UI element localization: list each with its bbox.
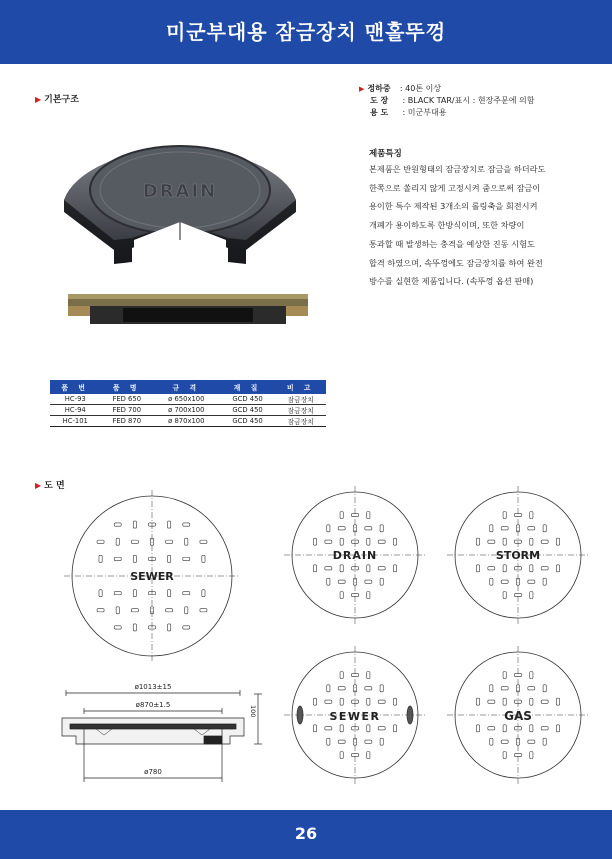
- spec-row: ▶ 정하중 : 40톤 이상: [359, 84, 442, 93]
- cover-slot: [503, 565, 506, 572]
- cover-slot: [327, 525, 330, 532]
- cover-slot: [556, 698, 559, 705]
- triangle-marker-icon: ▶: [35, 95, 42, 104]
- cover-slot: [530, 672, 533, 679]
- spec-row: 도 장 : BLACK TAR/표시 : 현장주문에 의함: [370, 96, 535, 105]
- cover-slot: [168, 521, 171, 528]
- cover-slot: [543, 578, 546, 585]
- cover-slot: [503, 725, 506, 732]
- table-cell: HC-93: [50, 394, 101, 405]
- cover-label: SEWER: [329, 710, 381, 723]
- cover-slot: [530, 512, 533, 519]
- page-footer: [0, 810, 612, 859]
- cover-slot: [488, 540, 495, 543]
- cover-slot: [393, 538, 396, 545]
- spec-label: 용 도: [370, 108, 389, 117]
- cover-slot: [378, 727, 385, 730]
- cover-slot: [340, 752, 343, 759]
- table-cell: FED 650: [101, 394, 153, 405]
- cover-slot: [200, 609, 207, 612]
- cover-slot: [114, 523, 121, 526]
- cover-slot: [133, 521, 136, 528]
- cover-slot: [528, 740, 535, 743]
- table-cell: HC-94: [50, 405, 101, 416]
- cover-slot: [503, 512, 506, 519]
- cover-slot: [325, 700, 332, 703]
- cover-slot: [367, 725, 370, 732]
- cover-slot: [380, 525, 383, 532]
- section-label: 기본구조: [44, 95, 79, 105]
- cover-slot: [488, 727, 495, 730]
- cover-slot: [340, 698, 343, 705]
- cover-slot: [393, 698, 396, 705]
- cover-slot: [541, 727, 548, 730]
- cover-slot: [490, 578, 493, 585]
- cover-slot: [200, 540, 207, 543]
- cover-slot: [476, 538, 479, 545]
- table-cell: 잠금장치: [275, 394, 326, 405]
- cover-slot: [202, 590, 205, 597]
- cover-slot: [313, 565, 316, 572]
- cover-slot: [340, 672, 343, 679]
- cover-slot: [338, 580, 345, 583]
- cover-slot: [380, 578, 383, 585]
- triangle-marker-icon: ▶: [359, 85, 365, 93]
- table-cell: HC-101: [50, 416, 101, 427]
- cover-slot: [327, 578, 330, 585]
- cover-slot: [543, 685, 546, 692]
- cover-slot: [503, 752, 506, 759]
- cover-gas: [447, 646, 589, 784]
- table-cell: 잠금장치: [275, 416, 326, 427]
- triangle-marker-icon: ▶: [35, 481, 42, 490]
- table-header-cell: 규 격: [153, 380, 220, 394]
- table-cell: ø 650x100: [153, 394, 220, 405]
- cover-slot: [168, 555, 171, 562]
- cover-slot: [530, 725, 533, 732]
- table-cell: GCD 450: [220, 416, 276, 427]
- cover-slot: [543, 738, 546, 745]
- cover-slot: [327, 738, 330, 745]
- features-line: 통과할 때 발생하는 충격을 예상한 진동 시험도: [369, 238, 535, 249]
- features-title: 제품특징: [369, 149, 402, 159]
- spec-value: BLACK TAR/표시 : 현장주문에 의함: [407, 96, 535, 105]
- cover-slot: [133, 624, 136, 631]
- cover-slot: [543, 525, 546, 532]
- cover-slot: [503, 698, 506, 705]
- cover-slot: [183, 523, 190, 526]
- cover-slot: [541, 700, 548, 703]
- cover-slot: [97, 609, 104, 612]
- cover-slot: [168, 590, 171, 597]
- cover-slot: [393, 565, 396, 572]
- table-header-cell: 품 명: [101, 380, 153, 394]
- cover-label: DRAIN: [332, 549, 378, 562]
- cover-slot: [185, 538, 188, 545]
- cover-slot: [183, 557, 190, 560]
- features-line: 용이한 특수 제작된 3개소의 롤링축을 회전시켜: [369, 201, 538, 212]
- cover-slot: [380, 738, 383, 745]
- cover-slot: [490, 525, 493, 532]
- cover-slot: [393, 725, 396, 732]
- cover-slot: [501, 580, 508, 583]
- table-cell: GCD 450: [220, 394, 276, 405]
- cover-slot: [202, 555, 205, 562]
- features-line: 합격 하였으며, 속뚜껑에도 잠금장치를 하여 완전: [369, 257, 543, 268]
- cover-slot: [367, 538, 370, 545]
- cover-slot: [313, 698, 316, 705]
- table-cell: FED 700: [101, 405, 153, 416]
- cover-slot: [313, 725, 316, 732]
- dimension-bottom: ø780: [144, 768, 162, 776]
- dimension-height: 100: [249, 705, 257, 718]
- cover-slot: [325, 727, 332, 730]
- cover-slot: [476, 698, 479, 705]
- cover-slot: [541, 540, 548, 543]
- cover-slot: [340, 512, 343, 519]
- cover-slot: [340, 725, 343, 732]
- cover-slot: [530, 538, 533, 545]
- cover-slot: [338, 687, 345, 690]
- cover-slot: [556, 725, 559, 732]
- cover-slot: [367, 752, 370, 759]
- cover-slot: [501, 527, 508, 530]
- table-cell: 잠금장치: [275, 405, 326, 416]
- cover-slot: [503, 592, 506, 599]
- cover-slot: [365, 580, 372, 583]
- cover-slot: [490, 738, 493, 745]
- cover-label: STORM: [495, 549, 541, 562]
- table-header-cell: 비 고: [275, 380, 326, 394]
- table-header-cell: 재 질: [220, 380, 276, 394]
- cover-slot: [530, 565, 533, 572]
- features-line: 본제품은 반원형태의 잠금장치로 잠금을 하더라도: [369, 164, 546, 174]
- cover-slot: [367, 512, 370, 519]
- cover-slot: [131, 609, 138, 612]
- cover-slot: [133, 555, 136, 562]
- cover-slot: [503, 538, 506, 545]
- features-line: 한쪽으로 쏠리지 않게 고정시켜 줌으로써 잠금이: [369, 182, 541, 193]
- cover-slot: [476, 725, 479, 732]
- cover-slot: [133, 590, 136, 597]
- cover-slot: [367, 672, 370, 679]
- cover-slot: [530, 698, 533, 705]
- spec-label: 도 장: [370, 96, 389, 105]
- table-header-cell: 품 번: [50, 380, 101, 394]
- cover-slot: [378, 540, 385, 543]
- cover-slot: [99, 555, 102, 562]
- cover-slot: [541, 567, 548, 570]
- cover-slot: [166, 540, 173, 543]
- cover-slot: [528, 580, 535, 583]
- cover-slot: [488, 700, 495, 703]
- cover-slot: [327, 685, 330, 692]
- cover-slot: [97, 540, 104, 543]
- cover-slot: [503, 672, 506, 679]
- spec-value: 미군부대용: [407, 108, 447, 117]
- cover-slot: [365, 527, 372, 530]
- cover-label: GAS: [504, 709, 532, 723]
- cover-slot: [367, 565, 370, 572]
- cover-storm: [447, 486, 589, 624]
- cover-slot: [528, 527, 535, 530]
- cover-slot: [530, 592, 533, 599]
- cover-slot: [340, 592, 343, 599]
- cover-slot: [325, 567, 332, 570]
- cover-slot: [365, 687, 372, 690]
- dimension-inner: ø870±1.5: [135, 701, 171, 709]
- features-line: 개폐가 용이하도록 한방식이며, 또한 차량이: [369, 220, 525, 231]
- cover-slot: [338, 740, 345, 743]
- product-drain-label: DRAIN: [142, 181, 218, 202]
- cover-sewer: [284, 646, 426, 784]
- spec-label: 정하중: [367, 84, 391, 93]
- cover-slot: [168, 624, 171, 631]
- cover-slot: [99, 590, 102, 597]
- cover-slot: [325, 540, 332, 543]
- cover-slot: [340, 565, 343, 572]
- cover-slot: [166, 609, 173, 612]
- cover-slot: [367, 698, 370, 705]
- page-number: 26: [294, 824, 318, 843]
- features-line: 방수를 실현한 제품입니다. (속뚜껑 옵션 판매): [369, 276, 534, 287]
- cover-slot: [185, 607, 188, 614]
- cover-slot: [380, 685, 383, 692]
- cover-slot: [183, 626, 190, 629]
- cover-slot: [116, 538, 119, 545]
- cover-slot: [365, 740, 372, 743]
- cover-slot: [114, 557, 121, 560]
- cover-slot: [501, 740, 508, 743]
- cover-slot: [378, 567, 385, 570]
- cover-slot: [114, 626, 121, 629]
- cover-drain: [284, 486, 426, 624]
- cover-sewer-large: [64, 490, 240, 662]
- cover-slot: [183, 592, 190, 595]
- section-label: 도 면: [44, 481, 65, 491]
- cover-slot: [114, 592, 121, 595]
- cover-slot: [131, 540, 138, 543]
- cover-slot: [116, 607, 119, 614]
- cover-slot: [378, 700, 385, 703]
- cover-slot: [338, 527, 345, 530]
- table-cell: GCD 450: [220, 405, 276, 416]
- table-cell: FED 870: [101, 416, 153, 427]
- cover-label: SEWER: [130, 570, 174, 583]
- cover-slot: [530, 752, 533, 759]
- table-cell: ø 700x100: [153, 405, 220, 416]
- cover-slot: [556, 565, 559, 572]
- table-cell: ø 870x100: [153, 416, 220, 427]
- spec-value: 40톤 이상: [405, 84, 442, 93]
- cover-slot: [488, 567, 495, 570]
- spec-row: 용 도 : 미군부대용: [370, 108, 447, 117]
- cover-slot: [556, 538, 559, 545]
- page-title: 미군부대용 잠금장치 맨홀뚜껑: [165, 20, 447, 44]
- cover-slot: [501, 687, 508, 690]
- cross-section-drawing: [62, 683, 262, 782]
- cover-slot: [528, 687, 535, 690]
- cover-slot: [490, 685, 493, 692]
- cover-slot: [313, 538, 316, 545]
- cover-slot: [340, 538, 343, 545]
- cover-slot: [367, 592, 370, 599]
- cover-slot: [476, 565, 479, 572]
- dimension-outer: ø1013±15: [134, 683, 172, 691]
